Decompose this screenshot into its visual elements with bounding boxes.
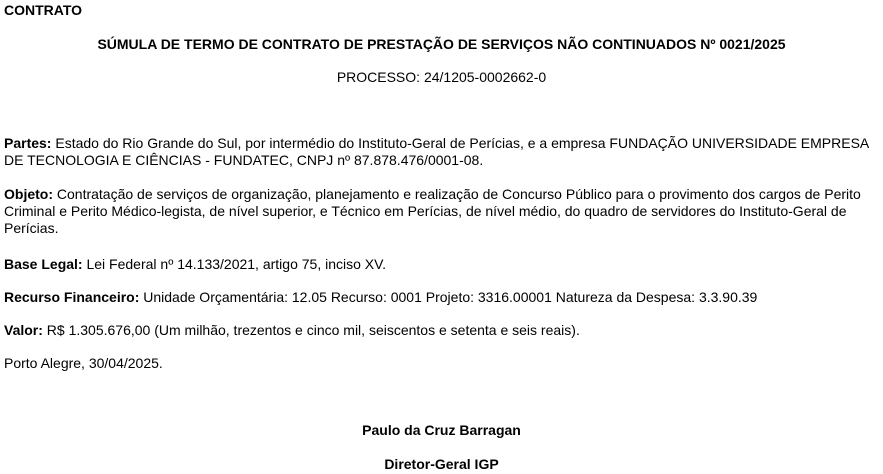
section-label: CONTRATO xyxy=(4,2,83,18)
signatory-name: Paulo da Cruz Barragan xyxy=(362,422,521,438)
financial-resource-paragraph xyxy=(4,289,881,306)
legal-basis-paragraph xyxy=(4,256,881,273)
object-text: Contratação de serviços de organização, planejamento e realização de Concurso Público para o provimento dos cargos de Perito Criminal e Perito Médico-legista, de nível superior, e Técnico em Perícias, de nível médio, do quadro de servidores do Instituto-Geral de Perícias. xyxy=(4,186,861,236)
process-number: PROCESSO: 24/1205-0002662-0 xyxy=(336,69,547,85)
parties-text: Estado do Rio Grande do Sul, por intermédio do Instituto-Geral de Perícias, e a empresa FUNDAÇÃO UNIVERSIDADE EMPRESA DE TECNOLOGIA E CIÊNCIAS - FUNDATEC, CNPJ nº 87.878.476/0001-08. xyxy=(4,135,869,168)
legal-basis-label: Base Legal: xyxy=(4,256,83,272)
financial-resource-label: Recurso Financeiro: xyxy=(4,289,140,305)
financial-resource-text: Unidade Orçamentária: 12.05 Recurso: 0001 Projeto: 3316.00001 Natureza da Despesa: 3.3.90.39 xyxy=(139,289,758,305)
parties-label: Partes: xyxy=(4,135,52,151)
signatory-role: Diretor-Geral IGP xyxy=(384,456,499,472)
parties-paragraph xyxy=(4,135,881,169)
legal-basis-text: Lei Federal nº 14.133/2021, artigo 75, inciso XV. xyxy=(82,256,387,272)
value-label: Valor: xyxy=(4,322,43,338)
value-paragraph xyxy=(4,322,881,339)
object-label: Objeto: xyxy=(4,186,53,202)
place-date: Porto Alegre, 30/04/2025. xyxy=(4,355,163,371)
value-text: R$ 1.305.676,00 (Um milhão, trezentos e cinco mil, seiscentos e setenta e seis reais). xyxy=(42,322,580,338)
object-paragraph xyxy=(4,186,881,237)
document-title: SÚMULA DE TERMO DE CONTRATO DE PRESTAÇÃO DE SERVIÇOS NÃO CONTINUADOS Nº 0021/2025 xyxy=(97,36,786,52)
